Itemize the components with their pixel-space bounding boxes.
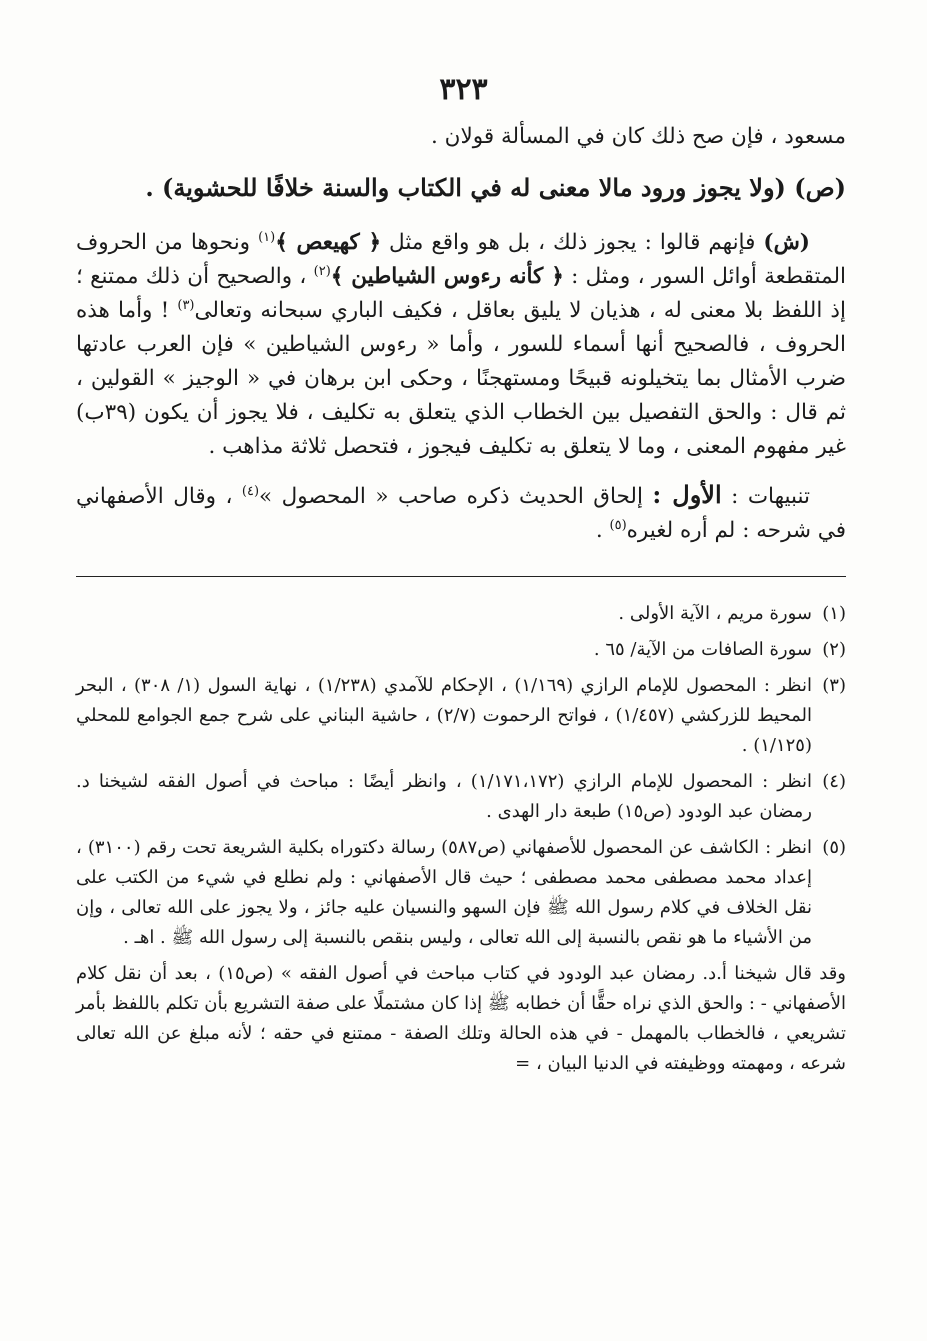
notice-part-3: . <box>595 518 603 543</box>
footnote-number: (٢) <box>822 639 846 660</box>
commentary-part-2: ونحوها من الحروف المتقطعة أوائل السور ، ومثل : <box>76 230 846 289</box>
footnote-ref-4: (٤) <box>241 483 260 499</box>
footnote-item <box>76 767 846 827</box>
footnotes <box>76 599 846 1079</box>
footnote-ref-5: (٥) <box>609 517 627 533</box>
notice-lead: تنبيهات : <box>731 484 810 509</box>
footnote-number: (٣) <box>822 675 846 696</box>
footnote-ref-1: (١) <box>258 229 276 245</box>
commentary-part-1: فإنهم قالوا : يجوز ذلك ، بل هو واقع مثل <box>389 230 756 255</box>
quran-quote-1: ﴿ كهيعص ﴾ <box>275 230 382 255</box>
footnote-item <box>76 635 846 665</box>
thesis-statement <box>76 168 846 208</box>
footnote-text: انظر : المحصول للإمام الرازي (١/١٦٩) ، الإحكام للآمدي (١/٢٣٨) ، نهاية السول (١/ ٣٠٨) ، البحر المحيط للزركشي (١/٤٥٧) ، فواتح الرحموت (٢/٧) ، حاشية البناني على شرح جمع الجوامع للمحلي (١/١٢٥) . <box>76 675 812 756</box>
footnote-number: (١) <box>822 603 846 624</box>
main-content <box>76 120 846 1079</box>
thesis-text: (ولا يجوز ورود مالا معنى له في الكتاب والسنة خلافًا للحشوية) . <box>145 173 786 202</box>
footnote-ref-2: (٢) <box>313 263 331 279</box>
quran-quote-2: ﴿ كأنه رءوس الشياطين ﴾ <box>330 264 564 289</box>
footnote-item <box>76 833 846 953</box>
footnote-item <box>76 599 846 629</box>
page-number: ٣٢٣ <box>439 72 488 107</box>
footnote-text: انظر : الكاشف عن المحصول للأصفهاني (ص٥٨٧) رسالة دكتوراه بكلية الشريعة تحت رقم (٣١٠٠) ، إعداد محمد مصطفى محمد مصطفى ؛ حيث قال الأصفهاني : ولم نطلع في شيء من الكتب على نقل الخلاف في كلام رسول الله ﷺ فإن السهو والنسيان عليه جائز ، ولا يجوز على الله تعالى ، وإن من الأشياء ما هو نقص بالنسبة إلى الله تعالى ، وليس بنقص بالنسبة إلى رسول الله ﷺ . اهـ . <box>76 837 813 948</box>
footnote-text: سورة مريم ، الآية الأولى . <box>618 603 812 624</box>
footnote-text: سورة الصافات من الآية/ ٦٥ . <box>593 639 812 660</box>
thesis-marker: (ص) <box>794 173 846 202</box>
commentary-marker: (ش) <box>763 230 810 255</box>
commentary-part-3: ، والصحيح أن ذلك ممتنع ؛ إذ اللفظ بلا معنى له ، هذيان لا يليق بعاقل ، فكيف الباري سبحانه وتعالى <box>76 264 846 323</box>
footnote-item <box>76 671 846 761</box>
notice-paragraph <box>76 478 846 548</box>
footnote-continuation: وقد قال شيخنا أ.د. رمضان عبد الودود في كتاب مباحث في أصول الفقه » (ص١٥) ، بعد أن نقل كلام الأصفهاني - : والحق الذي نراه حقًّا أن خطابه ﷺ إذا كان مشتملًا على صفة التشريع بأن تكلم باللفظ بأمر تشريعي ، فالخطاب بالمهمل - في هذه الحالة وتلك الصفة - ممتنع في حقه ؛ لأنه مبلغ عن الله تعالى شرعه ، ومهمته ووظيفته في الدنيا البيان ، = <box>76 963 846 1074</box>
footnote-text: انظر : المحصول للإمام الرازي (١/١٧١،١٧٢) ، وانظر أيضًا : مباحث في أصول الفقه لشيخنا د. رمضان عبد الودود (ص١٥) طبعة دار الهدى . <box>76 771 812 822</box>
notice-part-1: إلحاق الحديث ذكره صاحب « المحصول » <box>259 484 643 509</box>
opening-line: مسعود ، فإن صح ذلك كان في المسألة قولان . <box>431 124 846 149</box>
footnote-separator <box>76 562 846 581</box>
notice-first-label: الأول : <box>652 480 722 509</box>
commentary-paragraph <box>76 226 846 464</box>
commentary-part-4: ! وأما هذه الحروف ، فالصحيح أنها أسماء للسور ، وأما « رءوس الشياطين » فإن العرب عادتها ضرب الأمثال بما يتخيلونه قبيحًا ومستهجنًا ، وحكى ابن برهان في « الوجيز » القولين ، ثم قال : والحق التفصيل بين الخطاب الذي يتعلق به تكليف ، فلا يجوز أن يكون (٣٩ب) غير مفهوم المعنى ، وما لا يتعلق به تكليف فيجوز ، فتحصل ثلاثة مذاهب . <box>76 298 846 459</box>
footnote-number: (٤) <box>822 771 846 792</box>
footnote-ref-3: (٣) <box>177 297 195 313</box>
footnote-number: (٥) <box>822 837 847 858</box>
notice-part-2: ، وقال الأصفهاني في شرحه : لم أره لغيره <box>76 484 846 543</box>
